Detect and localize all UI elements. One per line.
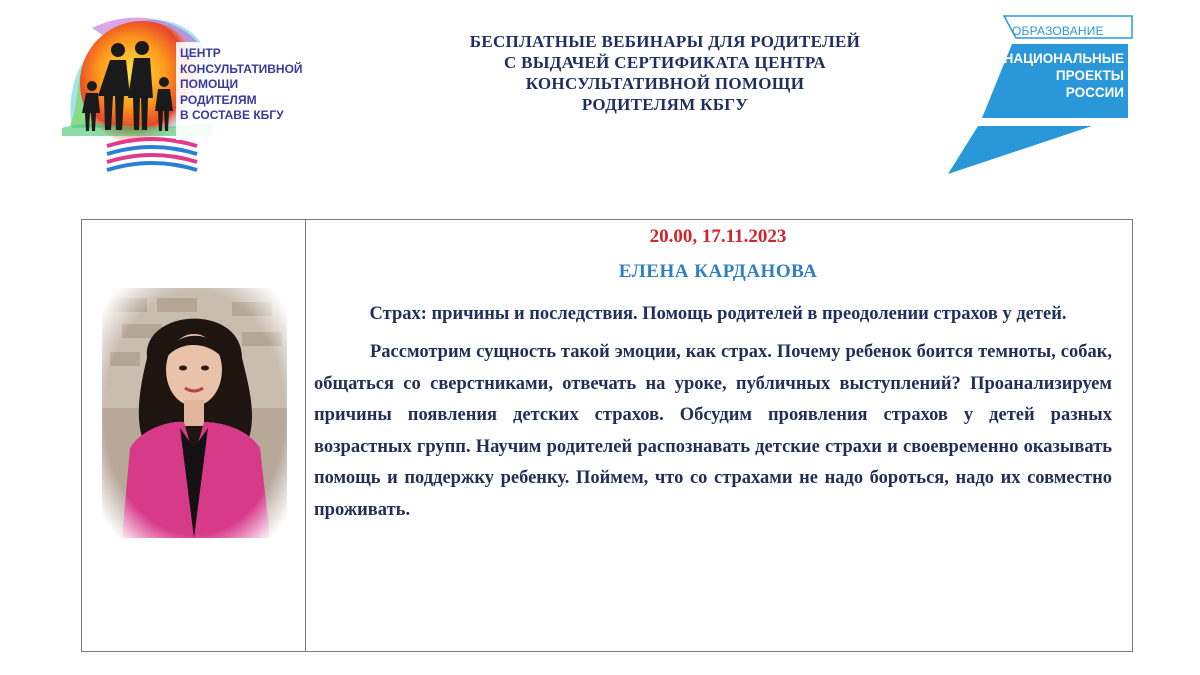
- logo-left-line-5: В СОСТАВЕ КБГУ: [180, 108, 284, 122]
- logo-right-line-2: ПРОЕКТЫ: [1055, 68, 1124, 83]
- logo-right-main-text: [992, 50, 1124, 101]
- logo-left-line-1: ЦЕНТР: [180, 46, 221, 60]
- card-divider: [305, 220, 306, 651]
- national-projects-logo: [942, 8, 1142, 176]
- title-line-3: КОНСУЛЬТАТИВНОЙ ПОМОЩИ: [525, 74, 805, 93]
- title-line-1: БЕСПЛАТНЫЕ ВЕБИНАРЫ ДЛЯ РОДИТЕЛЕЙ: [469, 32, 861, 51]
- logo-left-line-3: ПОМОЩИ: [180, 77, 239, 91]
- webinar-description: Рассмотрим сущность такой эмоции, как страх. Почему ребенок боится темноты, собак, общаться со сверстниками, отвечать на уроке, публичных выступлений? Проанализируем причины появления детских страхов. Обсудим проявления страхов у детей разных возрастных групп. Научим родителей распознавать детские страхи и своевременно оказывать помощь и поддержку ребенку. Поймем, что со страхами не надо бороться, надо их совместно проживать.: [314, 342, 1112, 520]
- speaker-portrait-icon: [102, 288, 287, 538]
- speaker-photo: [102, 288, 287, 538]
- consulting-center-logo: [62, 8, 327, 180]
- logo-right-line-1: НАЦИОНАЛЬНЫЕ: [1003, 51, 1124, 66]
- webinar-card: [81, 219, 1133, 652]
- logo-left-line-4: РОДИТЕЛЯМ: [180, 92, 257, 107]
- speaker-name: ЕЛЕНА КАРДАНОВА: [618, 261, 818, 282]
- logo-left-line-2: КОНСУЛЬТАТИВНОЙ: [180, 61, 303, 76]
- title-line-4: РОДИТЕЛЯМ КБГУ: [581, 95, 749, 114]
- logo-right-line-3: РОССИИ: [1065, 85, 1124, 100]
- webinar-details: [312, 220, 1124, 526]
- webinar-datetime: 20.00, 17.11.2023: [649, 226, 787, 247]
- page-title: [380, 31, 950, 115]
- webinar-topic: Страх: причины и последствия. Помощь родителей в преодолении страхов у детей.: [369, 304, 1067, 324]
- logo-left-text: [180, 46, 320, 124]
- title-line-2: С ВЫДАЧЕЙ СЕРТИФИКАТА ЦЕНТРА: [504, 53, 826, 72]
- logo-right-top-text: ОБРАЗОВАНИЕ: [1012, 24, 1104, 38]
